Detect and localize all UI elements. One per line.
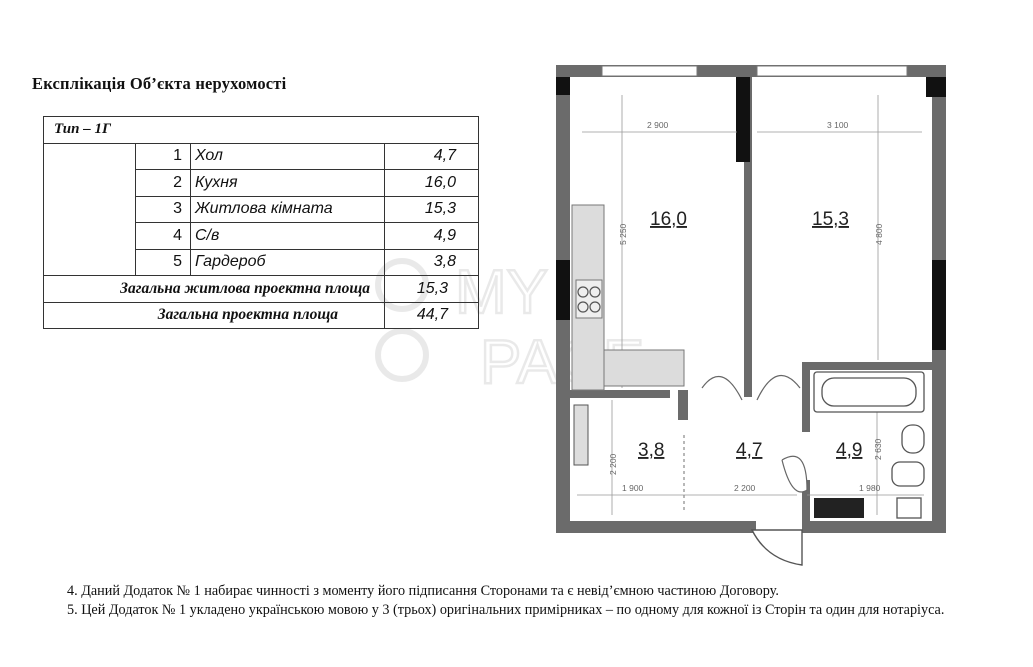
room-label-kitchen: 16,0 xyxy=(650,209,687,230)
room-name: Гардероб xyxy=(191,249,385,276)
room-area: 3,8 xyxy=(385,249,479,276)
total-area-value: 44,7 xyxy=(385,302,479,329)
room-name: Житлова кімната xyxy=(191,196,385,223)
dim-wardrobe-height: 2 200 xyxy=(608,453,618,475)
table-row xyxy=(44,302,479,329)
room-area: 4,9 xyxy=(385,223,479,250)
notes xyxy=(67,582,987,619)
explication-table xyxy=(43,116,479,329)
explication-title: Експлікація Об’єкта нерухомості xyxy=(32,74,287,93)
dim-living-height: 4 800 xyxy=(874,223,884,245)
dim-bottom-mid: 2 200 xyxy=(734,483,756,493)
dim-bottom-left: 1 900 xyxy=(622,483,644,493)
table-row xyxy=(44,143,479,170)
room-name: Кухня xyxy=(191,170,385,197)
dim-kitchen-height: 5 250 xyxy=(618,223,628,245)
dim-top-left: 2 900 xyxy=(647,120,669,130)
note-item: 5. Цей Додаток № 1 укладено українською мовою у 3 (трьох) оригінальних примірниках – по одному для кожної із Сторін та один для нотаріуса. xyxy=(67,601,945,618)
living-area-value: 15,3 xyxy=(385,276,479,303)
table-row xyxy=(44,117,479,144)
watermark-text-1: MY xyxy=(455,258,548,327)
room-name: Хол xyxy=(191,143,385,170)
room-name: С/в xyxy=(191,223,385,250)
total-area-label: Загальна проектна площа xyxy=(44,302,385,329)
room-area: 4,7 xyxy=(385,143,479,170)
living-area-label: Загальна житлова проектна площа xyxy=(44,276,385,303)
room-number: 1 xyxy=(136,143,191,170)
floor-plan xyxy=(552,60,952,580)
room-number: 3 xyxy=(136,196,191,223)
room-area: 15,3 xyxy=(385,196,479,223)
room-label-hall: 4,7 xyxy=(736,440,763,461)
room-number: 4 xyxy=(136,223,191,250)
room-number: 5 xyxy=(136,249,191,276)
room-number: 2 xyxy=(136,170,191,197)
note-item: 4. Даний Додаток № 1 набирає чинності з моменту його підписання Сторонами та є невід’ємною частиною Договору. xyxy=(67,583,779,599)
dim-bottom-right: 1 980 xyxy=(859,483,881,493)
room-label-wardrobe: 3,8 xyxy=(638,440,665,461)
room-area: 16,0 xyxy=(385,170,479,197)
room-label-living: 15,3 xyxy=(812,209,849,230)
dim-top-right: 3 100 xyxy=(827,120,849,130)
room-label-bathroom: 4,9 xyxy=(836,440,863,461)
dim-bath-height: 2 630 xyxy=(873,438,883,460)
table-row xyxy=(44,276,479,303)
type-label: Тип – 1Г xyxy=(44,117,479,144)
